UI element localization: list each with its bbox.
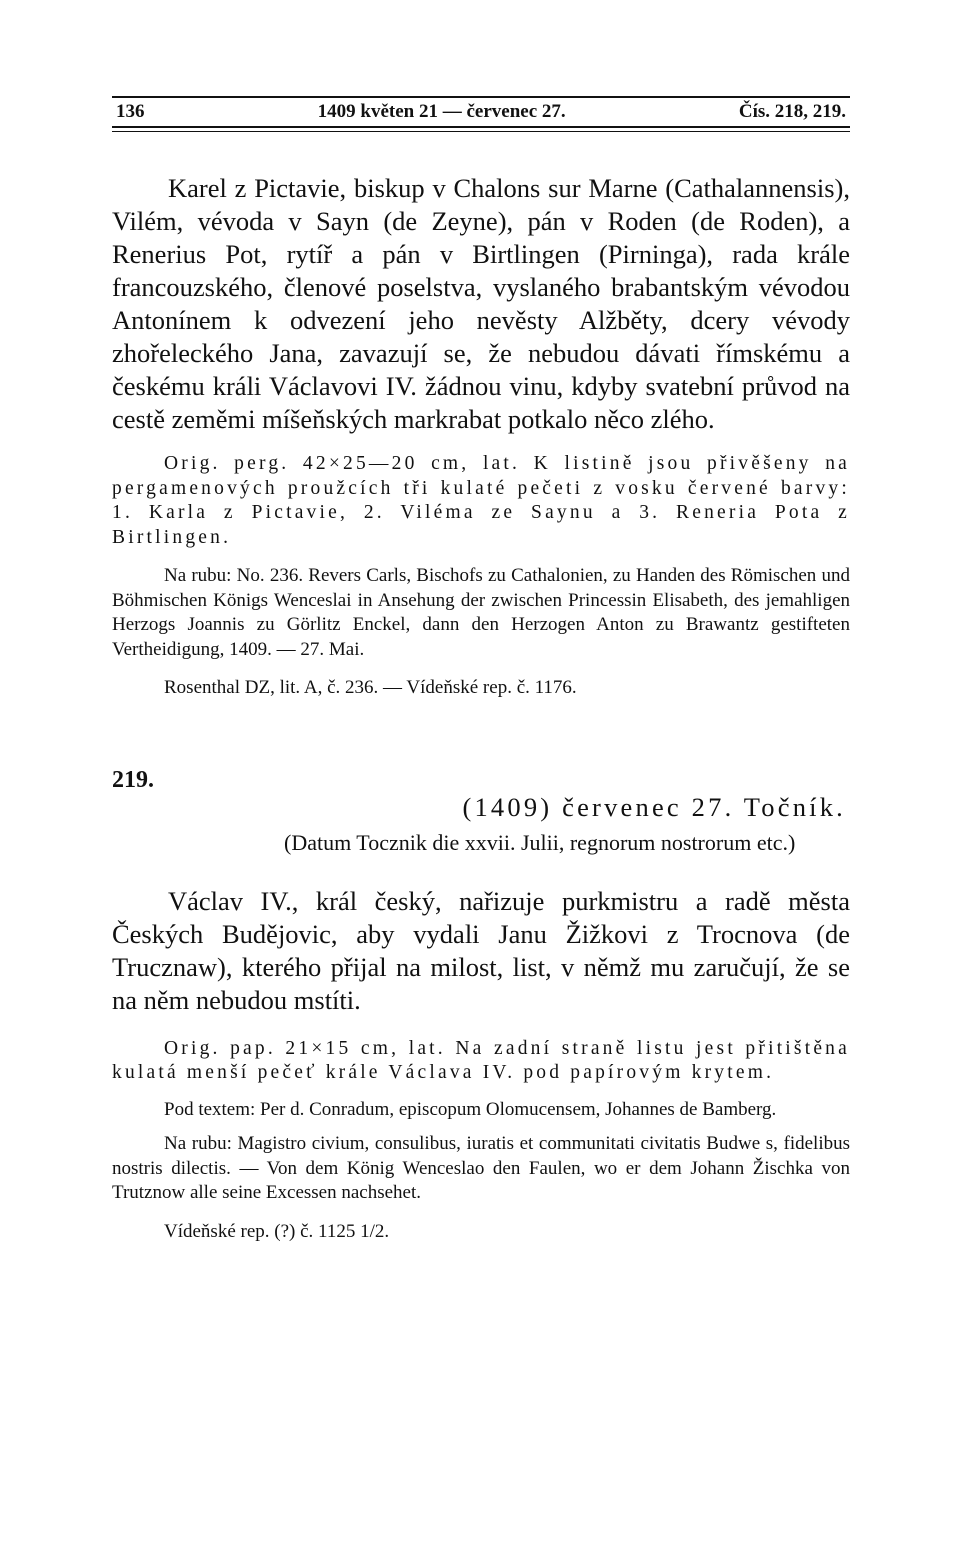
doc219-number: 219. bbox=[112, 766, 154, 793]
page-number: 136 bbox=[116, 101, 145, 122]
doc219-datum: (Datum Tocznik die xxvii. Julii, regnorum nostrorum etc.) bbox=[284, 829, 796, 855]
header-date-range: 1409 květen 21 — červenec 27. bbox=[317, 101, 566, 122]
doc219-reference: Vídeňské rep. (?) č. 1125 1/2. bbox=[164, 1220, 390, 1242]
doc219-dateline: (1409) červenec 27. Točník. bbox=[462, 791, 846, 822]
doc218-reference: Rosenthal DZ, lit. A, č. 236. — Vídeňské rep. č. 1176. bbox=[164, 677, 577, 698]
header-doc-numbers: Čís. 218, 219. bbox=[738, 101, 846, 122]
doc219-regest: Václav IV., král český, nařizuje purkmistru a radě města Českých Budějovic, aby vydali Janu Žižkovi z Trocnova (de Trucznaw), kterého přijal na milost, list, v němž mu zaručují, že se na něm nebudou mstíti. bbox=[112, 885, 850, 1015]
doc219-rubu-note: Na rubu: Magistro civium, consulibus, iuratis et communitati civitatis Budwe s, fidelibus nostris dilectis. — Von dem König Wenceslao den Faulen, wo er dem Johann Žischka von Trutznow alle seine Excessen nachsehet. bbox=[112, 1133, 850, 1203]
doc219-orig-note: Orig. pap. 21×15 cm, lat. Na zadní straně listu jest přitištěna kulatá menší pečeť krále Václava IV. pod papírovým krytem. bbox=[112, 1037, 850, 1083]
doc218-regest: Karel z Pictavie, biskup v Chalons sur Marne (Cathalannensis), Vilém, vévoda v Sayn (de Zeyne), pán v Roden (de Roden), a Renerius Pot, rytíř a pán v Birtlingen (Pirninga), rada krále francouzského, členové poselstva, vyslaného brabantským vévodou Antonínem k odvezení jeho nevěsty Alžběty, dcery vévody zhořeleckého Jana, zavazují se, že nebudou dávati římskému a českému králi Václavovi IV. žádnou vinu, kdyby svatební průvod na cestě zeměmi míšeňských markrabat potkalo něco zlého. bbox=[112, 173, 850, 434]
page bbox=[112, 96, 850, 1244]
doc218-rubu-note: Na rubu: No. 236. Revers Carls, Bischofs zu Cathalonien, zu Handen des Römischen und Böhmischen Königs Wenceslai in Ansehung der zwischen Princessin Elisabeth, des jemahligen Herzogs Joannis zu Görlitz Enckel, dann den Herzogen Anton zu Brawantz gestifteten Vertheidigung, 1409. — 27. Mai. bbox=[112, 565, 850, 660]
header-rule-bottom bbox=[112, 126, 850, 128]
doc218-orig-note: Orig. perg. 42×25—20 cm, lat. K listině jsou přivěšeny na pergamenových proužcích tři kulaté pečeti z vosku červené barvy: 1. Karla z Pictavie, 2. Viléma ze Saynu a 3. Reneria Pota z Birtlingen. bbox=[112, 453, 850, 548]
doc219-pod-textem: Pod textem: Per d. Conradum, episcopum Olomucensem, Johannes de Bamberg. bbox=[164, 1098, 777, 1120]
running-header bbox=[112, 98, 850, 126]
